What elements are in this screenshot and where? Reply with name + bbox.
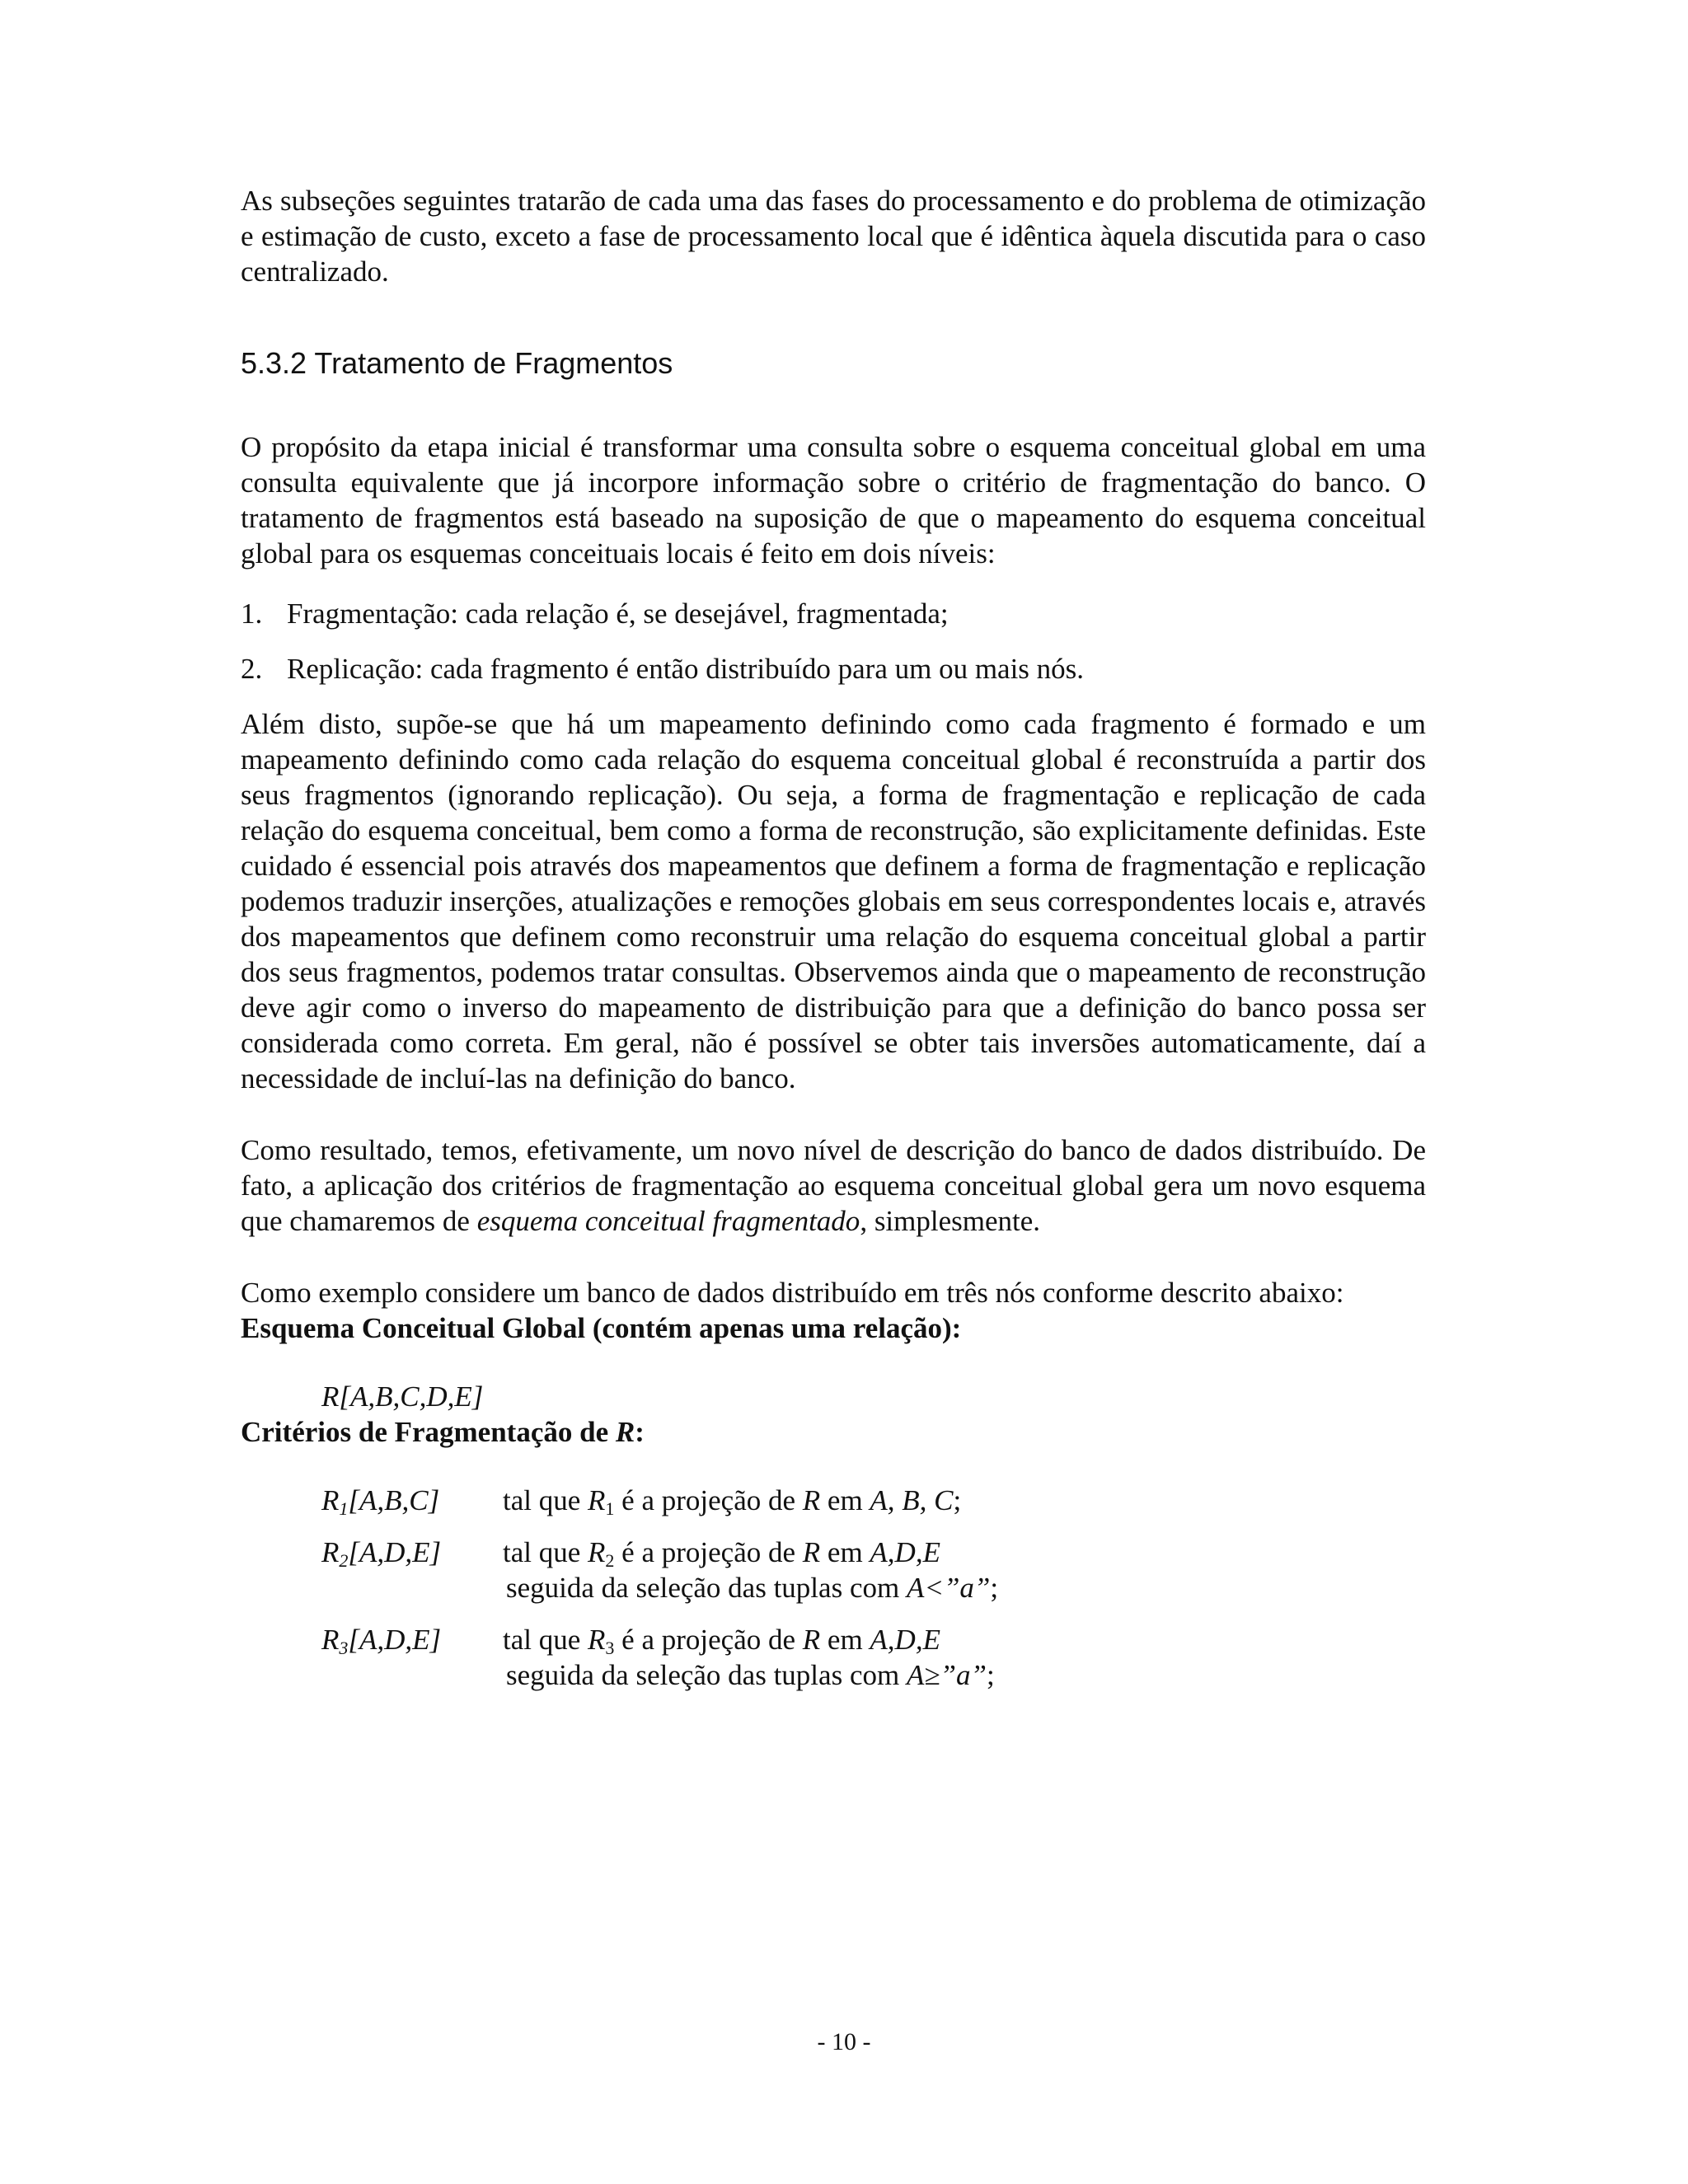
fragment-attrs: [A,D,E]: [348, 1536, 442, 1568]
fragment-subscript: 2: [339, 1550, 349, 1571]
text-r: R: [802, 1484, 821, 1516]
result-text-b: , simplesmente.: [860, 1205, 1041, 1237]
result-text-a: Como resultado, temos, efetivamente, um novo nível de descrição do banco de dados distribuído. De fato, a aplicação dos critérios de fragmentação ao esquema conceitual global gera um novo esquema que chamaremos de: [241, 1134, 1426, 1237]
text-end: ;: [986, 1659, 995, 1691]
result-emphasis: esquema conceitual fragmentado: [476, 1205, 860, 1237]
schema-heading: Esquema Conceitual Global (contém apenas uma relação):: [241, 1312, 962, 1344]
text-selection: seguida da seleção das tuplas com: [506, 1659, 907, 1691]
list-item-text: Replicação: cada fragmento é então distribuído para um ou mais nós.: [287, 653, 1085, 685]
fragment-ref-subscript: 2: [605, 1550, 615, 1571]
criteria-heading-suffix: :: [635, 1416, 645, 1448]
fragment-attrs: [A,D,E]: [348, 1624, 442, 1656]
fragment-row: [321, 1622, 1426, 1693]
fragment-definitions: [321, 1483, 1426, 1693]
projection-attrs: A,D,E: [870, 1624, 940, 1656]
fragment-attrs: [A,B,C]: [348, 1484, 440, 1516]
mapping-paragraph: Além disto, supõe-se que há um mapeamento definindo como cada fragmento é formado e um mapeamento definindo como cada relação do esquema conceitual global é reconstruída a partir dos seus fragmentos (ignorando replicação). Ou seja, a forma de fragmentação e replicação de cada relação do esquema conceitual, bem como a forma de reconstrução, são explicitamente definidas. Este cuidado é essencial pois através dos mapeamentos que definem a forma de fragmentação e replicação podemos traduzir inserções, atualizações e remoções globais em seus correspondentes locais e, através dos mapeamentos que definem como reconstruir uma relação do esquema conceitual global a partir dos seus fragmentos, podemos tratar consultas. Observemos ainda que o mapeamento de reconstrução deve agir como o inverso do mapeamento de distribuição para que a definição do banco possa ser considerada como correta. Em geral, não é possível se obter tais inversões automaticamente, daí a necessidade de incluí-las na definição do banco.: [241, 708, 1426, 1094]
criteria-heading: [241, 1414, 1426, 1450]
list-item-number: 2.: [241, 653, 263, 685]
list-item: [241, 651, 1426, 687]
text-r: R: [802, 1536, 821, 1568]
list-item-text: Fragmentação: cada relação é, se desejável, fragmentada;: [287, 598, 949, 630]
text-tal-que: tal que: [503, 1624, 588, 1656]
fragment-subscript: 1: [339, 1498, 349, 1519]
selection-condition: A<”a”: [906, 1572, 991, 1604]
page-number: - 10 -: [817, 2028, 871, 2055]
fragment-ref-base: R: [588, 1484, 606, 1516]
list-item: [241, 596, 1426, 631]
example-paragraph: Como exemplo considere um banco de dados distribuído em três nós conforme descrito abaixo:: [241, 1277, 1344, 1309]
fragment-ref-subscript: 1: [605, 1498, 615, 1519]
levels-list: [241, 596, 1426, 687]
result-paragraph: [241, 1132, 1426, 1239]
fragment-base: R: [321, 1484, 340, 1516]
text-em: em: [820, 1624, 870, 1656]
fragment-ref-base: R: [588, 1536, 606, 1568]
global-relation: R[A,B,C,D,E]: [321, 1380, 484, 1413]
text-r: R: [802, 1624, 821, 1656]
fragment-ref-subscript: 3: [605, 1638, 615, 1658]
text-end: ;: [953, 1484, 962, 1516]
fragment-subscript: 3: [339, 1638, 349, 1658]
fragment-name: [321, 1535, 503, 1605]
fragment-description: [503, 1483, 1426, 1518]
text-em: em: [820, 1536, 870, 1568]
fragment-selection-line: [503, 1657, 1426, 1693]
text-em: em: [820, 1484, 870, 1516]
fragment-projection-line: [503, 1483, 1426, 1518]
intro-paragraph: As subseções seguintes tratarão de cada uma das fases do processamento e do problema de otimização e estimação de custo, exceto a fase de processamento local que é idêntica àquela discutida para o caso centralizado.: [241, 185, 1426, 288]
fragment-name: [321, 1622, 503, 1693]
purpose-paragraph: O propósito da etapa inicial é transformar uma consulta sobre o esquema conceitual global em uma consulta equivalente que já incorpore informação sobre o critério de fragmentação do banco. O tratamento de fragmentos está baseado na suposição de que o mapeamento do esquema conceitual global para os esquemas conceituais locais é feito em dois níveis:: [241, 431, 1426, 569]
list-item-number: 1.: [241, 598, 263, 630]
projection-attrs: A,D,E: [870, 1536, 940, 1568]
fragment-projection-line: [503, 1535, 1426, 1570]
text-tal-que: tal que: [503, 1484, 588, 1516]
fragment-projection-line: [503, 1622, 1426, 1657]
selection-condition: A≥”a”: [906, 1659, 987, 1691]
fragment-ref-base: R: [588, 1624, 606, 1656]
text-tal-que: tal que: [503, 1536, 588, 1568]
text-end: ;: [990, 1572, 999, 1604]
text-projection: é a projeção de: [614, 1536, 803, 1568]
fragment-row: [321, 1535, 1426, 1605]
text-selection: seguida da seleção das tuplas com: [506, 1572, 907, 1604]
projection-attrs: A, B, C: [870, 1484, 954, 1516]
fragment-description: [503, 1622, 1426, 1693]
fragment-selection-line: [503, 1570, 1426, 1605]
fragment-row: [321, 1483, 1426, 1518]
text-projection: é a projeção de: [614, 1484, 803, 1516]
section-title: 5.3.2 Tratamento de Fragmentos: [241, 346, 673, 380]
criteria-heading-var: R: [615, 1416, 635, 1448]
text-projection: é a projeção de: [614, 1624, 803, 1656]
fragment-name: [321, 1483, 503, 1518]
criteria-heading-prefix: Critérios de Fragmentação de: [241, 1416, 616, 1448]
fragment-base: R: [321, 1624, 340, 1656]
fragment-description: [503, 1535, 1426, 1605]
fragment-base: R: [321, 1536, 340, 1568]
